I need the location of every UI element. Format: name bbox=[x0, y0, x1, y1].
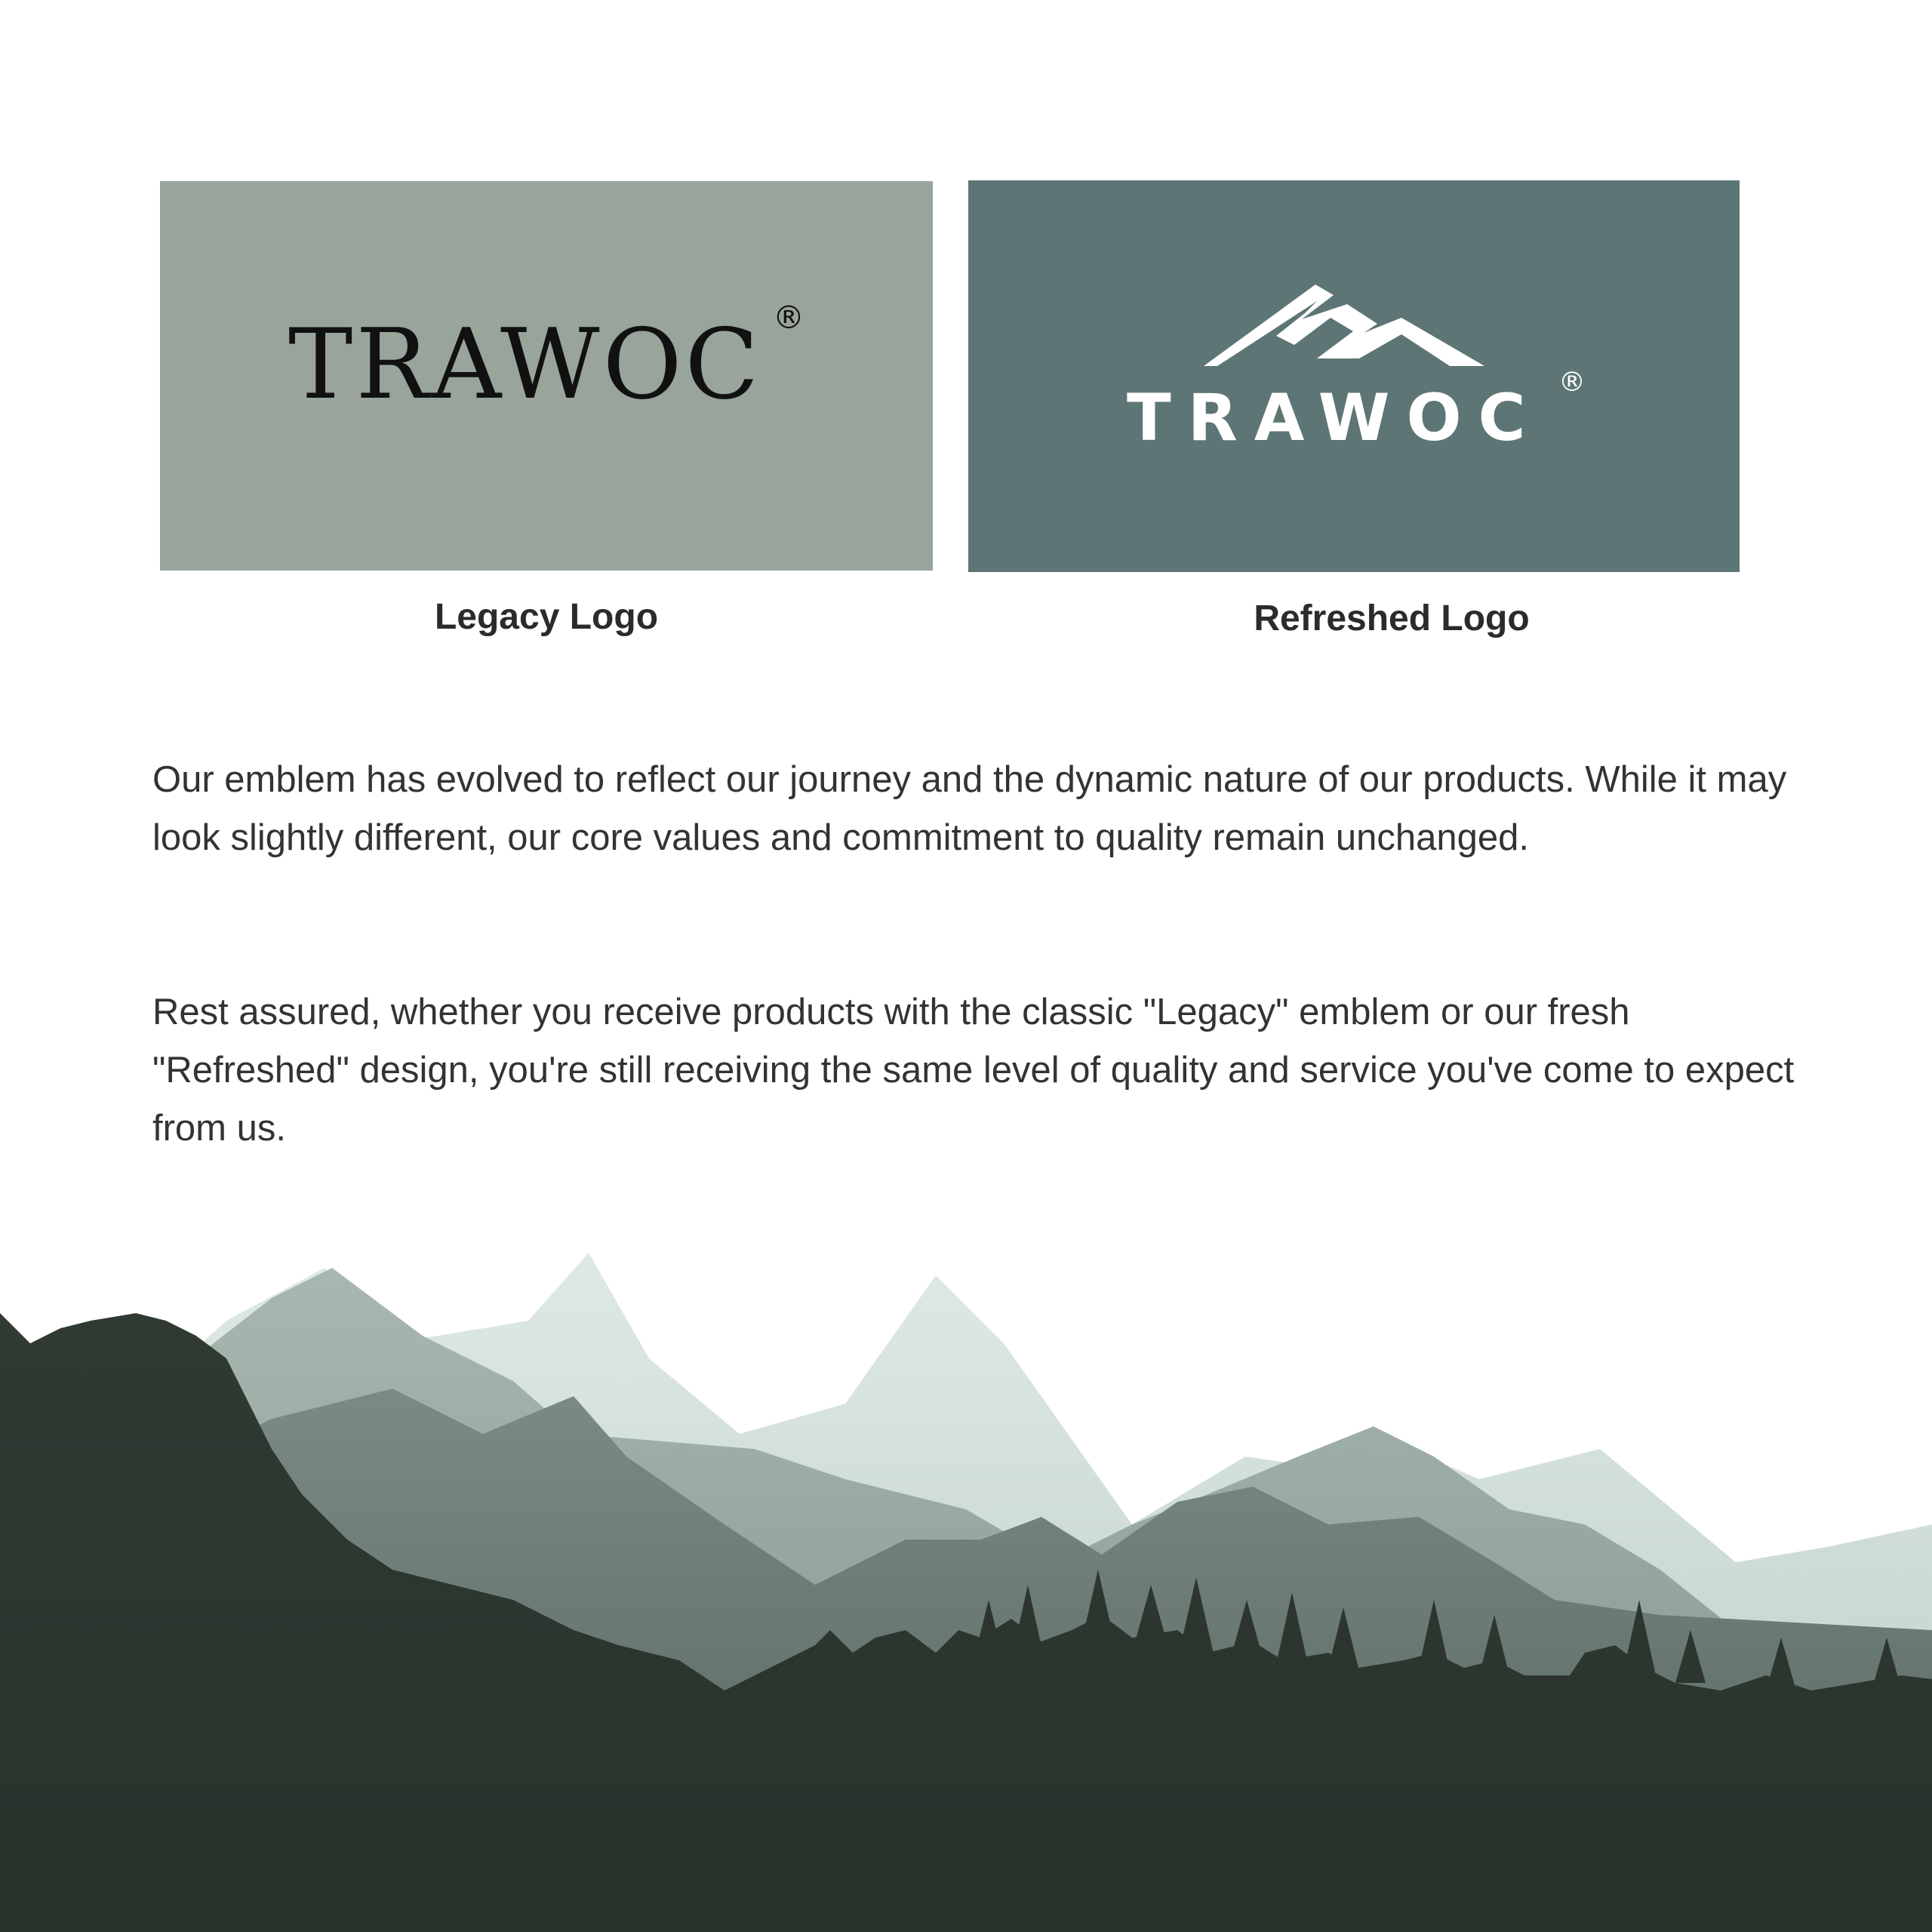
refreshed-logo-card bbox=[968, 180, 1740, 572]
registered-mark: ® bbox=[773, 299, 804, 336]
refreshed-wordmark: TRAWOC bbox=[1127, 380, 1543, 456]
assurance-paragraph: Rest assured, whether you receive products with the classic "Legacy" emblem or our fresh "Refreshed" design, you're still receiving the same level of quality and service you've come to expect from us. bbox=[152, 992, 1795, 1149]
mountain-landscape-illustration bbox=[0, 1208, 1932, 1932]
intro-paragraph: Our emblem has evolved to reflect our journey and the dynamic nature of our products. While it may look slightly different, our core values and commitment to quality remain unchanged. bbox=[152, 759, 1787, 858]
mountain-icon bbox=[1204, 285, 1484, 368]
registered-mark: ® bbox=[1558, 367, 1586, 398]
legacy-wordmark: TRAWOC bbox=[288, 309, 762, 421]
legacy-logo-card bbox=[160, 181, 933, 571]
legacy-logo-caption: Legacy Logo bbox=[434, 597, 659, 637]
refreshed-logo-caption: Refreshed Logo bbox=[1254, 598, 1530, 638]
